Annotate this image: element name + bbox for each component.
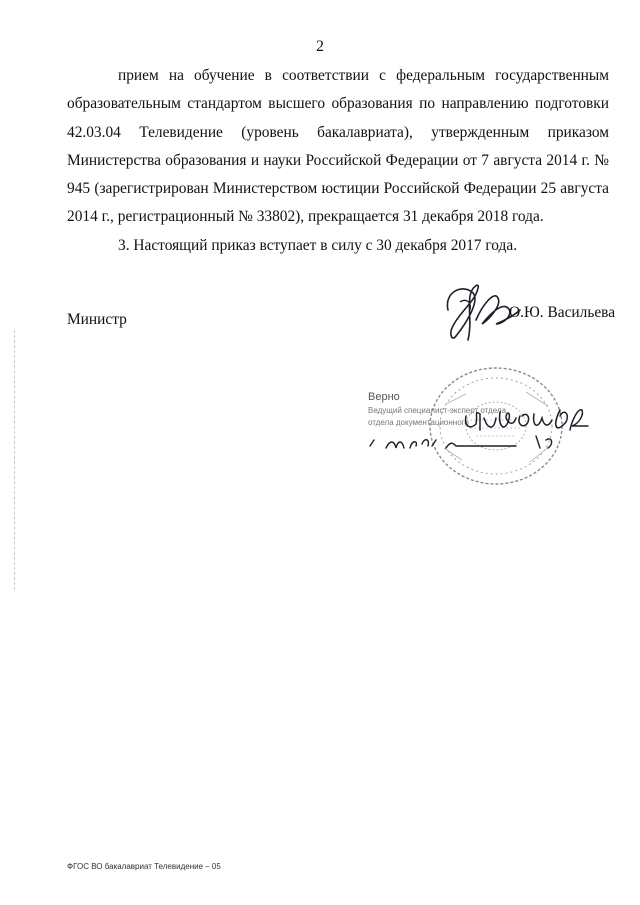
certification-block (330, 360, 610, 500)
left-margin-rule (14, 330, 16, 590)
certifier-position-line2: отдела документационного (368, 418, 469, 427)
footer-reference: ФГОС ВО бакалавриат Телевидение – 05 (67, 862, 221, 871)
signatory-title: Министр (67, 311, 127, 328)
certifier-position-line1: Ведущий специалист-эксперт отдела (368, 406, 507, 415)
certification-verno: Верно (368, 391, 400, 403)
handwritten-certification (366, 396, 596, 456)
page-number: 2 (316, 38, 324, 55)
signatory-name: О.Ю. Васильева (509, 304, 616, 321)
paragraph-continuation: прием на обучение в соответствии с федеральным государственным образовательным стандартом высшего образования по направлению подготовки 42.03.04 Телевидение (уровень бакалавриата), утвержденным приказом Министерства образования и науки Российской Федерации от 7 августа 2014 г. № 945 (зарегистрирован Министерством юстиции Российской Федерации 25 августа 2014 г., регистрационный № 33802), прекращается 31 декабря 2018 года. (67, 67, 609, 226)
signature-block (0, 280, 640, 360)
body-text (67, 62, 609, 260)
paragraph-3: 3. Настоящий приказ вступает в силу с 30 декабря 2017 года. (118, 236, 518, 254)
